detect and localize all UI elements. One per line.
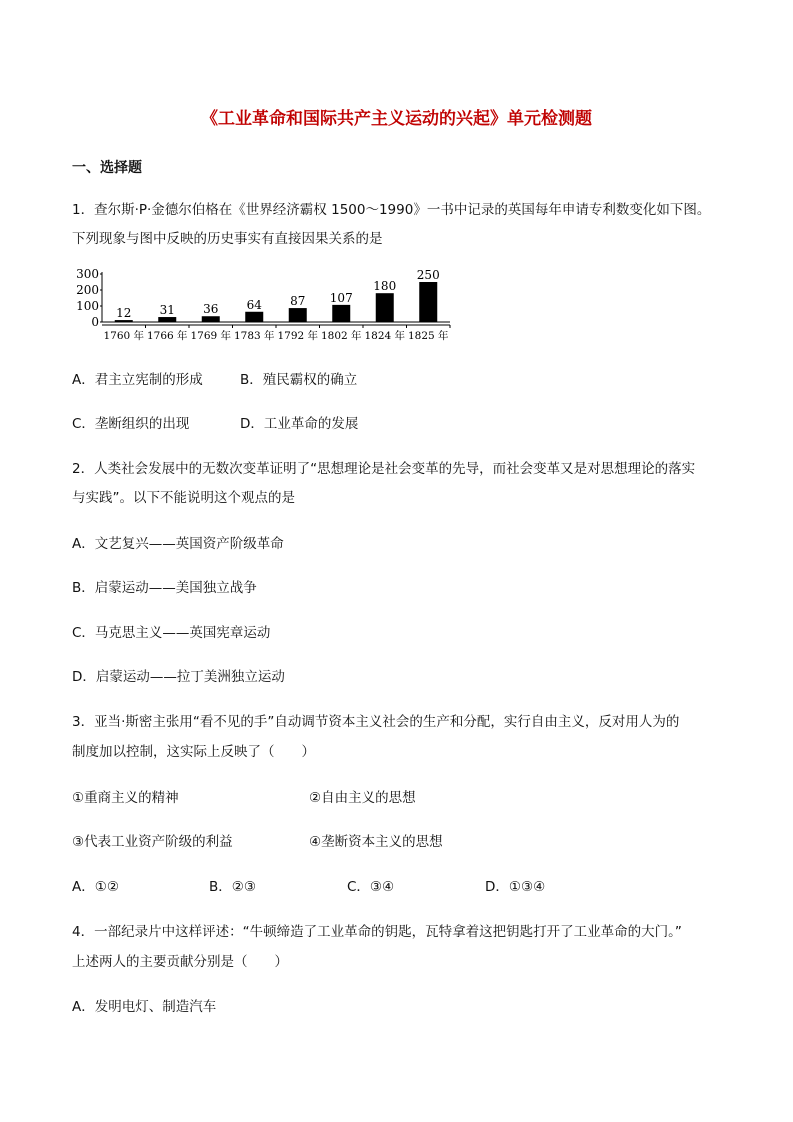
q3-item-2: ②自由主义的思想: [309, 790, 416, 806]
q3-stem-line1: 3．亚当·斯密主张用“看不见的手”自动调节资本主义社会的生产和分配，实行自由主义，反对用人为的: [72, 714, 680, 730]
y-tick-label: 100: [76, 299, 99, 313]
data-label: 31: [159, 303, 175, 318]
q1-option-a[interactable]: A．君主立宪制的形成: [72, 372, 203, 388]
bar: [332, 305, 350, 322]
q3-item-3: ③代表工业资产阶级的利益: [72, 834, 233, 850]
q4-option-a[interactable]: A．发明电灯、制造汽车: [72, 999, 217, 1015]
y-tick-label: 200: [76, 283, 99, 297]
bar: [289, 308, 307, 322]
q1-stem-line2: 下列现象与图中反映的历史事实有直接因果关系的是: [72, 231, 383, 247]
q3-item-1: ①重商主义的精神: [72, 790, 179, 806]
patent-bar-chart: [72, 268, 456, 344]
data-label: 36: [203, 302, 219, 317]
x-tick-label: 1769 年: [190, 330, 232, 342]
data-label: 107: [329, 290, 353, 305]
bar: [245, 312, 263, 322]
q2-option-b[interactable]: B．启蒙运动——美国独立战争: [72, 580, 257, 596]
bar: [202, 316, 220, 322]
x-tick-label: 1783 年: [233, 330, 275, 342]
q3-option-b[interactable]: B．②③: [209, 879, 256, 895]
q2-stem-line2: 与实践”。以下不能说明这个观点的是: [72, 490, 295, 506]
data-label: 87: [290, 294, 306, 309]
q2-option-c[interactable]: C．马克思主义——英国宪章运动: [72, 625, 271, 641]
x-tick-label: 1825 年: [407, 330, 449, 342]
document-title: 《工业革命和国际共产主义运动的兴起》单元检测题: [201, 109, 592, 129]
q2-option-d[interactable]: D．启蒙运动——拉丁美洲独立运动: [72, 669, 285, 685]
chart-svg: [72, 268, 456, 344]
x-tick-label: 1802 年: [320, 330, 362, 342]
q2-stem-line1: 2．人类社会发展中的无数次变革证明了“思想理论是社会变革的先导，而社会变革又是对思想理论的落实: [72, 461, 696, 477]
data-label: 180: [373, 279, 397, 294]
x-tick-label: 1792 年: [277, 330, 319, 342]
q3-option-d[interactable]: D．①③④: [485, 879, 546, 895]
bar: [419, 282, 437, 322]
data-label: 12: [116, 306, 132, 321]
section-heading: 一、选择题: [72, 160, 142, 176]
x-tick-label: 1760 年: [103, 330, 145, 342]
q4-stem-line1: 4．一部纪录片中这样评述：“牛顿缔造了工业革命的钥匙，瓦特拿着这把钥匙打开了工业革命的大门。”: [72, 924, 682, 940]
q3-option-c[interactable]: C．③④: [347, 879, 395, 895]
bar: [115, 320, 133, 322]
q2-option-a[interactable]: A．文艺复兴——英国资产阶级革命: [72, 536, 284, 552]
y-tick-label: 300: [76, 268, 99, 281]
q1-option-c[interactable]: C．垄断组织的出现: [72, 416, 190, 432]
bar: [158, 317, 176, 322]
y-tick-label: 0: [91, 315, 99, 329]
q4-stem-line2: 上述两人的主要贡献分别是（ ）: [72, 954, 288, 970]
x-tick-label: 1766 年: [146, 330, 188, 342]
q3-option-a[interactable]: A．①②: [72, 879, 119, 895]
q1-option-b[interactable]: B．殖民霸权的确立: [240, 372, 358, 388]
q3-item-4: ④垄断资本主义的思想: [309, 834, 443, 850]
data-label: 250: [416, 268, 440, 282]
q1-option-d[interactable]: D．工业革命的发展: [240, 416, 359, 432]
q1-stem-line1: 1．查尔斯·P·金德尔伯格在《世界经济霸权 1500～1990》一书中记录的英国每年申请专利数变化如下图。: [72, 202, 711, 218]
q3-stem-line2: 制度加以控制，这实际上反映了（ ）: [72, 744, 315, 760]
data-label: 64: [246, 297, 262, 312]
bar: [376, 293, 394, 322]
x-tick-label: 1824 年: [364, 330, 406, 342]
